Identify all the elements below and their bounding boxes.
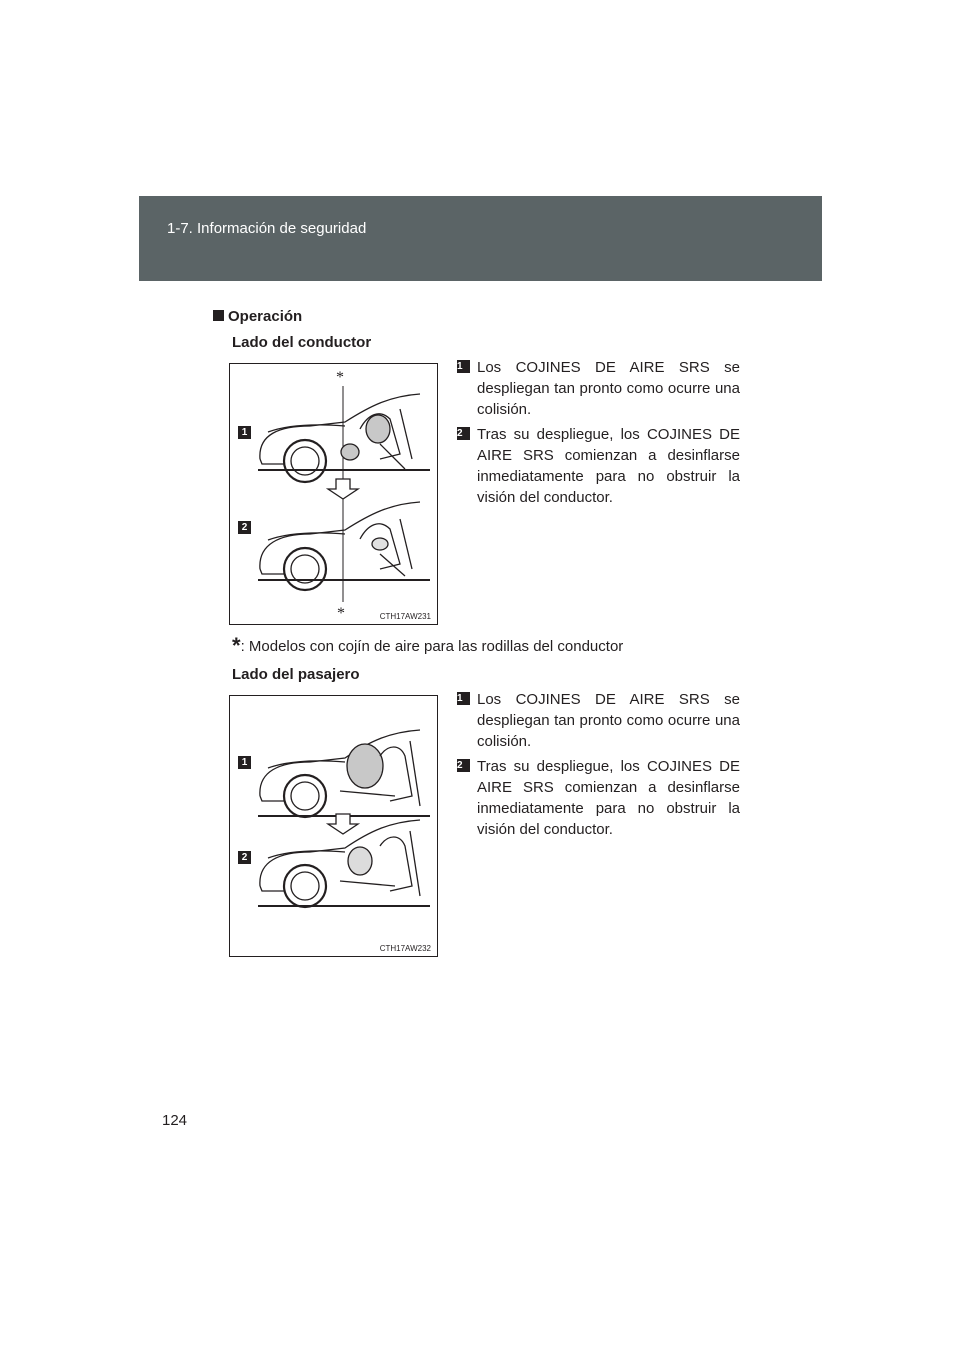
driver-step-2 (457, 424, 740, 508)
driver-side-heading: Lado del conductor (232, 334, 372, 351)
passenger-side-figure (229, 695, 438, 957)
passenger-step-2 (457, 756, 740, 840)
step-number-badge: 2 (457, 427, 470, 440)
page-number: 124 (162, 1112, 188, 1129)
section-heading-label: Operación (228, 308, 303, 325)
figure-step-2-mark: 2 (238, 521, 251, 534)
asterisk-bottom: * (337, 605, 345, 622)
figure-step-2-mark: 2 (238, 851, 251, 864)
figure-step-1-mark: 1 (238, 426, 251, 439)
car-illustration-1 (258, 394, 430, 482)
passenger-step-2-text: Tras su despliegue, los COJINES DE AIRE SRS comienzan a desinflarse inmediatamente para no obstruir la visión del conductor. (477, 758, 740, 838)
figure-code: CTH17AW232 (379, 944, 431, 953)
footnote-text: : Modelos con cojín de aire para las rodillas del conductor (240, 638, 624, 655)
figure-code: CTH17AW231 (379, 612, 431, 621)
footnote-asterisk: * (232, 633, 241, 658)
passenger-airbag-illustration (230, 696, 437, 956)
passenger-step-1-text: Los COJINES DE AIRE SRS se despliegan tan pronto como ocurre una colisión. (477, 691, 740, 750)
footnote (232, 633, 623, 659)
car-illustration-2 (258, 502, 430, 590)
driver-airbag-illustration (230, 364, 437, 624)
step-text (457, 424, 740, 508)
header-band (139, 196, 822, 281)
sequence-arrow (328, 479, 358, 499)
driver-step-1-text: Los COJINES DE AIRE SRS se despliegan tan pronto como ocurre una colisión. (477, 359, 740, 418)
driver-step-1 (457, 357, 740, 420)
step-number-badge: 1 (457, 360, 470, 373)
step-text (457, 357, 740, 420)
passenger-side-heading: Lado del pasajero (232, 666, 360, 683)
step-text (457, 756, 740, 840)
step-number-badge: 2 (457, 759, 470, 772)
passenger-step-1 (457, 689, 740, 752)
heading-square-icon (213, 310, 224, 321)
step-text (457, 689, 740, 752)
step-number-badge: 1 (457, 692, 470, 705)
asterisk-top: * (336, 369, 344, 386)
figure-step-1-mark: 1 (238, 756, 251, 769)
section-title: 1-7. Información de seguridad (167, 220, 367, 237)
section-heading (213, 308, 302, 325)
driver-side-figure (229, 363, 438, 625)
car-illustration-1 (258, 730, 430, 817)
driver-step-2-text: Tras su despliegue, los COJINES DE AIRE SRS comienzan a desinflarse inmediatamente para no obstruir la visión del conductor. (477, 426, 740, 506)
